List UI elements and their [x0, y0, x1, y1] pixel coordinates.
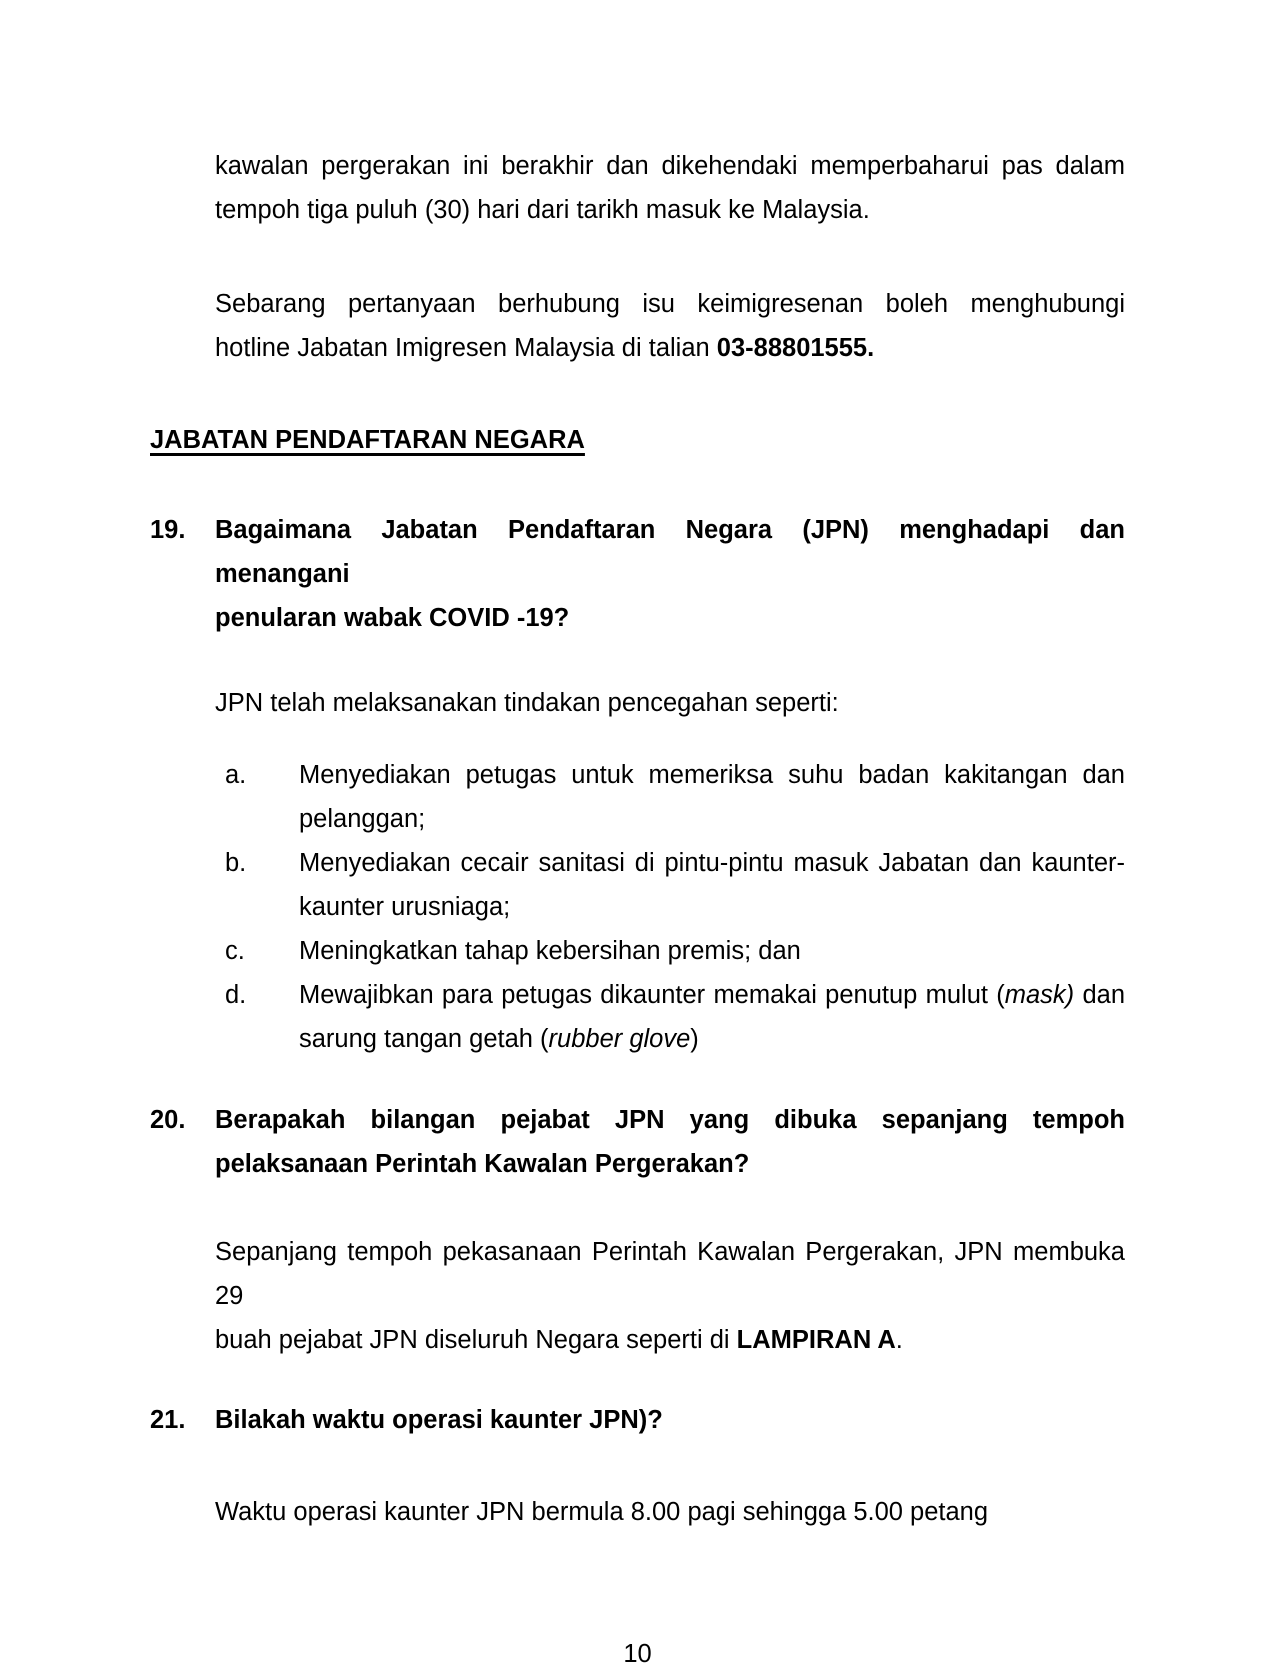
list-item-d	[225, 973, 1275, 1061]
question-20	[150, 1098, 1275, 1186]
section-heading-text: JABATAN PENDAFTARAN NEGARA	[150, 426, 585, 454]
question-line: penularan wabak COVID -19?	[215, 604, 570, 632]
list-item-line: Meningkatkan tahap kebersihan premis; dan	[299, 937, 801, 965]
question-line: Bagaimana Jabatan Pendaftaran Negara (JPN) menghadapi dan menangani	[215, 516, 1125, 588]
question-line: pelaksanaan Perintah Kawalan Pergerakan?	[215, 1150, 750, 1178]
list-item-line: pelanggan;	[299, 805, 426, 833]
question-20-number: 20.	[150, 1106, 186, 1134]
list-item-b-label: b.	[225, 849, 247, 877]
lampiran-a-reference: LAMPIRAN A	[736, 1326, 896, 1354]
list-item-b-text	[299, 841, 1125, 929]
question-line: Berapakah bilangan pejabat JPN yang dibuka sepanjang tempoh	[215, 1106, 1125, 1134]
question-21	[150, 1398, 1275, 1442]
paragraph-line: kawalan pergerakan ini berakhir dan dikehendaki memperbaharui pas dalam	[215, 152, 1125, 180]
question-19-text	[215, 508, 1125, 640]
list-item-line: sarung tangan getah (rubber glove)	[299, 1025, 699, 1053]
question-19-number: 19.	[150, 516, 186, 544]
paragraph-line: Sebarang pertanyaan berhubung isu keimigresenan boleh menghubungi	[215, 290, 1125, 318]
list-item-line: Menyediakan petugas untuk memeriksa suhu badan kakitangan dan	[299, 761, 1125, 789]
paragraph-line: Waktu operasi kaunter JPN bermula 8.00 pagi sehingga 5.00 petang	[215, 1498, 989, 1526]
paragraph-line: buah pejabat JPN diseluruh Negara seperti di LAMPIRAN A.	[215, 1326, 903, 1354]
list-item-a	[225, 753, 1275, 841]
italic-term-rubber-glove: rubber glove	[548, 1025, 691, 1053]
hotline-phone-number: 03-88801555.	[716, 334, 875, 362]
list-item-d-text	[299, 973, 1125, 1061]
list-item-d-label: d.	[225, 981, 247, 1009]
list-item-c-label: c.	[225, 937, 245, 965]
list-item-line: Menyediakan cecair sanitasi di pintu-pintu masuk Jabatan dan kaunter-	[299, 849, 1125, 877]
paragraph-line	[215, 326, 1125, 370]
q19-intro-paragraph	[215, 681, 1125, 725]
question-line: Bilakah waktu operasi kaunter JPN)?	[215, 1406, 663, 1434]
list-item-line: Mewajibkan para petugas dikaunter memakai penutup mulut (mask) dan	[299, 981, 1125, 1009]
paragraph-pass-renewal	[215, 144, 1125, 232]
question-19	[150, 508, 1275, 640]
list-item-b	[225, 841, 1275, 929]
question-20-text	[215, 1098, 1125, 1186]
list-item-a-label: a.	[225, 761, 247, 789]
list-item-c-text	[299, 929, 1125, 973]
question-21-number: 21.	[150, 1406, 186, 1434]
q20-answer-paragraph	[215, 1230, 1125, 1362]
q19-measures-list	[0, 753, 1275, 1061]
list-item-c	[225, 929, 1275, 973]
question-21-text	[215, 1398, 1125, 1442]
italic-term-mask: mask)	[1004, 981, 1075, 1009]
list-item-line: kaunter urusniaga;	[299, 893, 511, 921]
paragraph-hotline	[215, 282, 1125, 370]
page-number: 10	[623, 1640, 652, 1668]
hotline-text: hotline Jabatan Imigresen Malaysia di talian	[215, 334, 717, 362]
paragraph-line: Sepanjang tempoh pekasanaan Perintah Kawalan Pergerakan, JPN membuka 29	[215, 1238, 1125, 1310]
paragraph-line: tempoh tiga puluh (30) hari dari tarikh masuk ke Malaysia.	[215, 196, 870, 224]
q21-answer-paragraph	[215, 1490, 1125, 1534]
list-item-a-text	[299, 753, 1125, 841]
section-heading	[150, 418, 1275, 462]
paragraph-line: JPN telah melaksanakan tindakan pencegahan seperti:	[215, 689, 839, 717]
